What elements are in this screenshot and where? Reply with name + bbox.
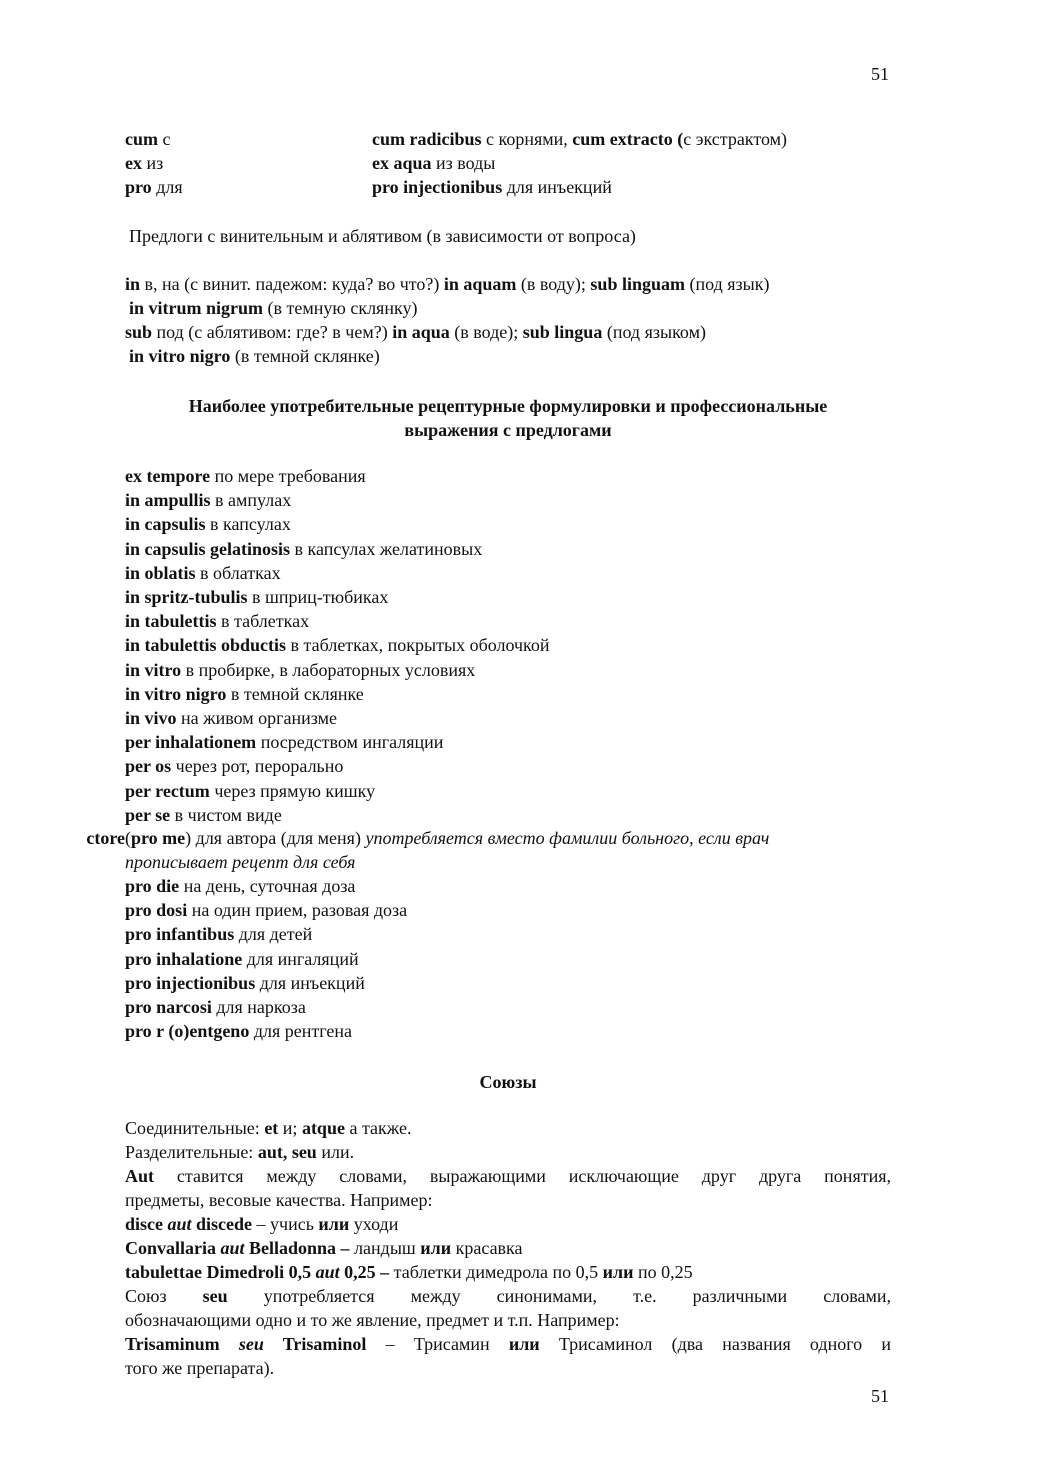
expression-russian: в пробирке, в лабораторных условиях [181, 659, 476, 680]
expression-russian: в шприц-тюбиках [247, 587, 389, 607]
expression-row [125, 1019, 352, 1043]
pro-auctore-cut: ctore [86, 828, 125, 848]
expression-row [125, 754, 343, 778]
expression-row [125, 947, 359, 971]
expression-row [125, 779, 375, 803]
heading-expressions [125, 394, 891, 442]
expression-russian: в темной склянке [226, 683, 364, 704]
expression-russian: для ингаляций [242, 948, 359, 969]
expression-latin: ex tempore [125, 466, 211, 486]
expression-latin: per os [125, 756, 172, 777]
expression-russian: в капсулах желатиновых [290, 538, 483, 559]
expression-russian: для наркоза [211, 997, 306, 1017]
preposition-example-part: ex aqua [372, 153, 432, 173]
expression-russian: на один прием, разовая доза [187, 900, 408, 921]
preposition-latin: cum [125, 129, 158, 149]
expression-latin: in vitro [125, 659, 182, 680]
preposition-example [372, 127, 787, 151]
expression-row [125, 682, 364, 706]
preposition-example-part: с корнями, [481, 129, 573, 149]
preposition-latin: pro [125, 177, 152, 197]
expression-row [125, 874, 355, 898]
expression-row [125, 464, 366, 488]
expression-latin: in ampullis [125, 490, 211, 511]
expression-latin: in vivo [125, 708, 177, 728]
expression-latin: pro inhalatione [125, 948, 243, 969]
example-trisamin: Trisaminum seu Trisaminol – Трисамин или Трисаминол (два названия одного и [125, 1334, 891, 1354]
expression-row [125, 561, 281, 585]
sub-line-2: in vitro nigro (в темной склянке) [129, 346, 380, 366]
expression-row [125, 658, 475, 682]
expression-latin: pro die [125, 876, 180, 896]
expression-russian: посредством ингаляции [256, 732, 444, 753]
aut-paragraph-line2: предметы, весовые качества. Например: [125, 1190, 433, 1210]
expression-russian: для инъекций [255, 972, 365, 993]
expression-russian: через рот, перорально [171, 756, 344, 777]
expression-russian: в таблетках [216, 611, 310, 632]
expression-latin: per rectum [125, 780, 210, 801]
expression-russian: для рентгена [249, 1021, 352, 1042]
expression-russian: в облатках [195, 562, 281, 583]
expression-latin: in spritz-tubulis [125, 587, 248, 607]
preposition-example [372, 151, 495, 175]
preposition-example-part: из воды [431, 153, 496, 173]
expression-latin: per inhalationem [125, 732, 257, 753]
intro-acc-abl: Предлоги с винительным и аблятивом (в зависимости от вопроса) [129, 226, 636, 246]
preposition-russian: из [142, 153, 164, 173]
expression-row [125, 995, 306, 1019]
expression-row [125, 585, 388, 609]
expression-russian: в чистом виде [170, 804, 282, 825]
preposition-latin: ex [125, 153, 142, 173]
preposition-example-part: cum radicibus [372, 129, 482, 149]
conj-copulative: Соединительные: et и; atque а также. [125, 1118, 412, 1138]
preposition-example-part: cum extracto ( [572, 129, 684, 149]
expression-russian: для детей [234, 924, 313, 945]
expression-row [125, 971, 365, 995]
expression-russian: через прямую кишку [209, 780, 376, 801]
expression-russian: в таблетках, покрытых оболочкой [286, 635, 550, 656]
expression-row [125, 803, 282, 827]
preposition-row [125, 175, 183, 199]
expression-russian: по мере требования [210, 466, 366, 486]
page-number-bottom: 51 [871, 1386, 889, 1406]
example-trisamin-line2: того же препарата). [125, 1358, 275, 1378]
pro-auctore-line-2: прописывает рецепт для себя [125, 852, 356, 872]
preposition-row [125, 127, 171, 151]
conj-disjunctive: Разделительные: aut, seu или. [125, 1142, 355, 1162]
expression-row [125, 922, 312, 946]
expression-latin: in tabulettis [125, 611, 217, 632]
preposition-row [125, 151, 163, 175]
expression-russian: на живом организме [176, 708, 338, 728]
expression-row [125, 730, 443, 754]
pro-auctore-line: (pro me) для автора (для меня) употребляется вместо фамилии больного, если врач [125, 828, 770, 848]
in-line: in в, на (с винит. падежом: куда? во что?) in aquam (в воду); sub linguam (под язык) [125, 274, 770, 294]
expression-row [125, 488, 291, 512]
heading-conjunctions: Союзы [479, 1072, 537, 1092]
page-number-top: 51 [871, 64, 889, 84]
expression-russian: в ампулах [210, 490, 292, 511]
example-convallaria: Convallaria aut Belladonna – ландыш или красавка [125, 1238, 523, 1258]
heading-expressions-line2: выражения с предлогами [404, 420, 612, 440]
aut-paragraph-line1: Aut ставится между словами, выражающими исключающие друг друга понятия, [125, 1166, 891, 1186]
heading-expressions-line1: Наиболее употребительные рецептурные формулировки и профессиональные [188, 396, 828, 416]
preposition-russian: для [151, 177, 183, 197]
expression-row [125, 609, 309, 633]
expression-row [125, 706, 337, 730]
preposition-example-part: pro injectionibus [372, 177, 503, 197]
expression-latin: in capsulis [125, 514, 206, 535]
in-line-2: in vitrum nigrum (в темную склянку) [129, 298, 418, 318]
expression-latin: pro dosi [125, 900, 188, 921]
example-disce: disce aut discede – учись или уходи [125, 1214, 399, 1234]
expression-latin: in oblatis [125, 562, 196, 583]
expression-row [125, 633, 550, 657]
preposition-example [372, 175, 612, 199]
preposition-example-part: для инъекций [502, 177, 612, 197]
expression-russian: в капсулах [205, 514, 291, 535]
expression-row [125, 512, 291, 536]
sub-line: sub под (с аблятивом: где? в чем?) in aqua (в воде); sub lingua (под языком) [125, 322, 706, 342]
expression-row [125, 537, 482, 561]
seu-paragraph-line1: Союз seu употребляется между синонимами, т.е. различными словами, [125, 1286, 891, 1306]
expression-latin: in tabulettis obductis [125, 635, 287, 656]
preposition-russian: с [158, 129, 171, 149]
preposition-example-part: с экстрактом) [683, 129, 787, 149]
expression-latin: pro r (o)entgeno [125, 1021, 250, 1042]
expression-row [125, 898, 407, 922]
expression-latin: per se [125, 804, 171, 825]
example-dimedrol: tabulettae Dimedroli 0,5 aut 0,25 – таблетки димедрола по 0,5 или по 0,25 [125, 1262, 693, 1282]
expression-latin: pro infantibus [125, 924, 235, 945]
seu-paragraph-line2: обозначающими одно и то же явление, предмет и т.п. Например: [125, 1310, 620, 1330]
expression-latin: pro injectionibus [125, 972, 256, 993]
expression-russian: на день, суточная доза [179, 876, 356, 896]
expression-latin: pro narcosi [125, 997, 212, 1017]
expression-latin: in vitro nigro [125, 683, 227, 704]
expression-latin: in capsulis gelatinosis [125, 538, 291, 559]
